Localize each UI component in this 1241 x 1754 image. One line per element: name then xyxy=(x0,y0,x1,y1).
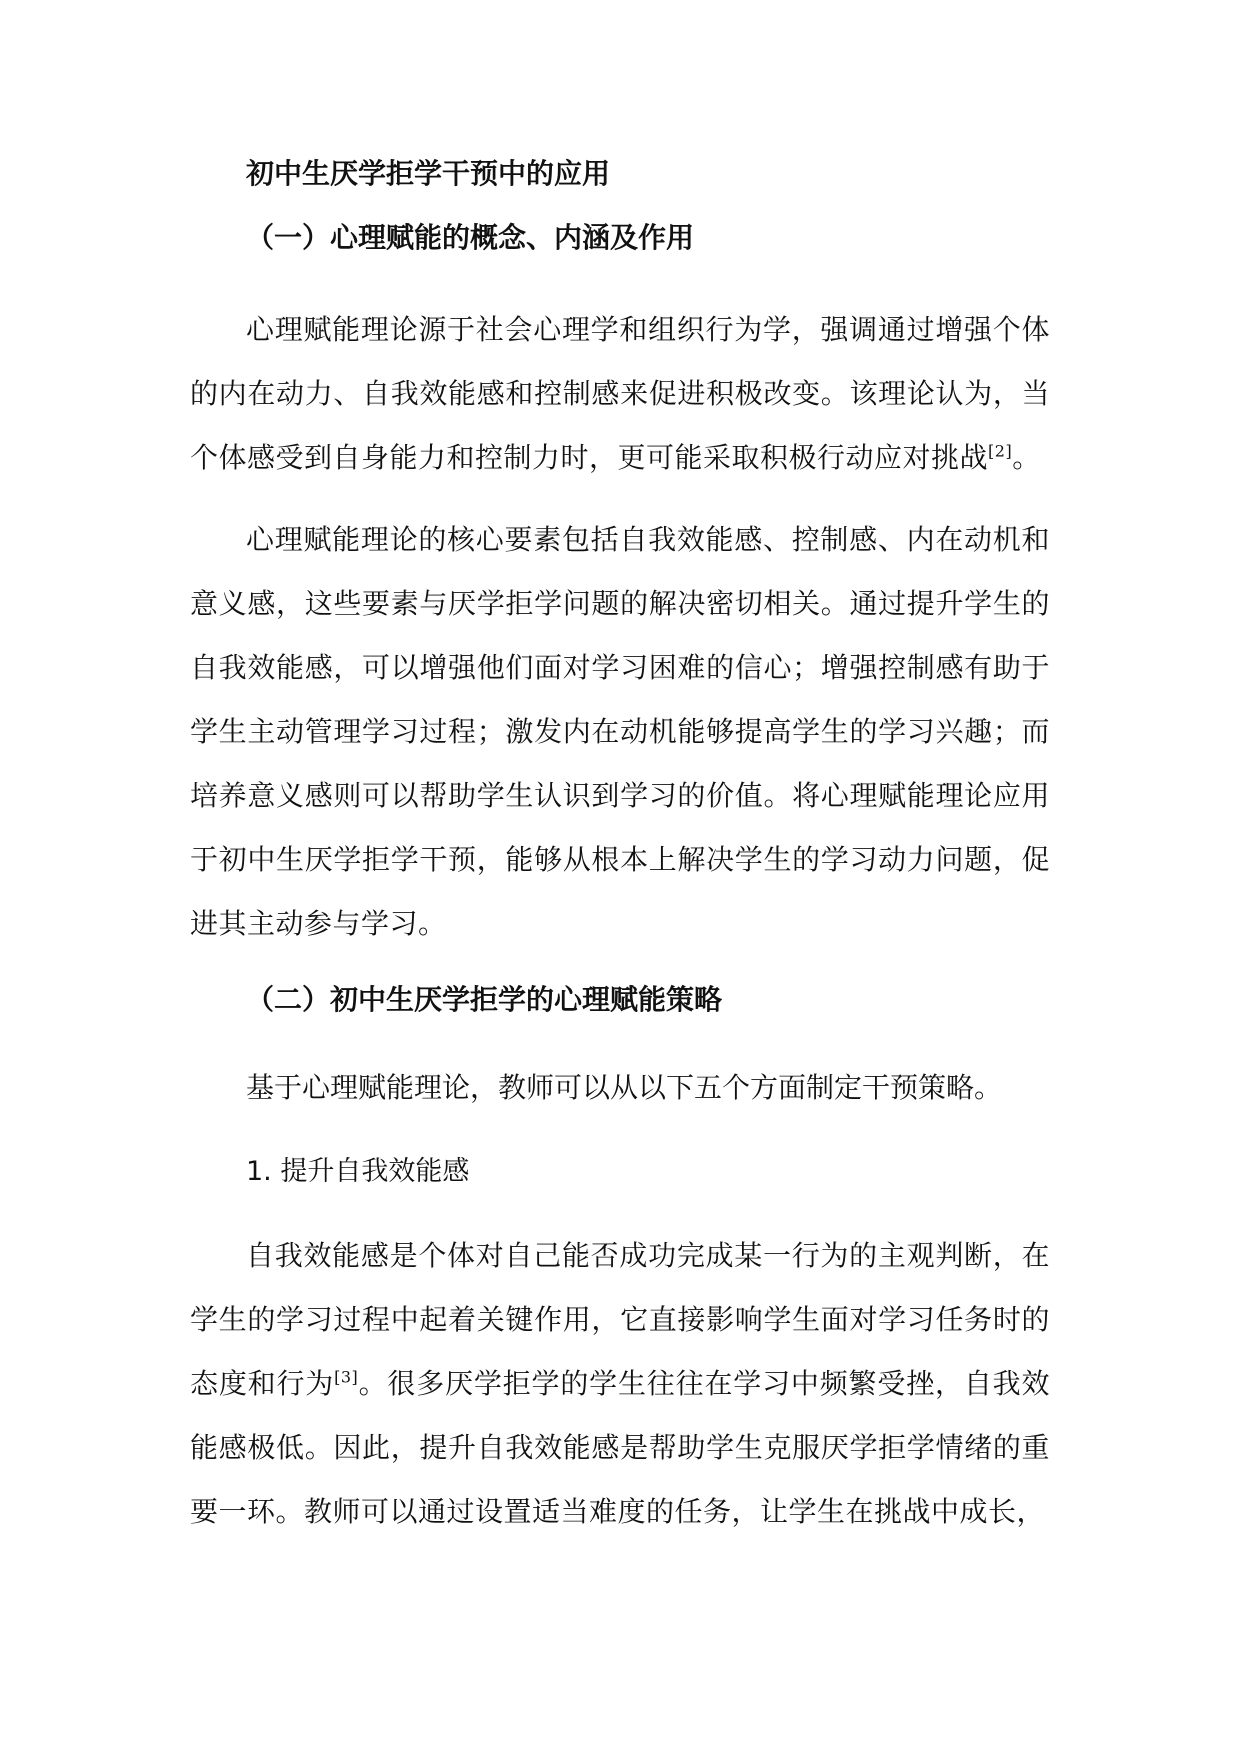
citation-ref: [2] xyxy=(988,441,1013,461)
section-heading-2: （二）初中生厌学拒学的心理赋能策略 xyxy=(246,983,723,1016)
paragraph-end: 。 xyxy=(1012,441,1041,474)
citation-ref: [3] xyxy=(334,1367,359,1387)
paragraph-core-elements: 心理赋能理论的核心要素包括自我效能感、控制感、内在动机和意义感，这些要素与厌学拒学问题的解决密切相关。通过提升学生的自我效能感，可以增强他们面对学习困难的信心；增强控制感有助于学生主动管理学习过程；激发内在动机能够提高学生的学习兴趣；而培养意义感则可以帮助学生认识到学习的价值。将心理赋能理论应用于初中生厌学拒学干预，能够从根本上解决学生的学习动力问题，促进其主动参与学习。 xyxy=(190,523,1050,940)
list-item-heading: 1. 提升自我效能感 xyxy=(246,1156,470,1187)
section-heading-1: （一）心理赋能的概念、内涵及作用 xyxy=(246,221,695,254)
section-title: 初中生厌学拒学干预中的应用 xyxy=(246,157,611,190)
paragraph-text: 心理赋能理论源于社会心理学和组织行为学，强调通过增强个体的内在动力、自我效能感和控制感来促进积极改变。该理论认为，当个体感受到自身能力和控制力时，更可能采取积极行动应对挑战 xyxy=(190,313,1050,474)
paragraph-intro: 基于心理赋能理论，教师可以从以下五个方面制定干预策略。 xyxy=(246,1071,1003,1104)
paragraph-self-efficacy xyxy=(190,1224,1050,1544)
document-body xyxy=(190,150,1050,1562)
paragraph-theory-origin xyxy=(190,298,1050,490)
paragraph-text-continued: 。很多厌学拒学的学生往往在学习中频繁受挫，自我效能感极低。因此，提升自我效能感是帮助学生克服厌学拒学情绪的重要一环。教师可以通过设置适当难度的任务，让学生在挑战中成长， xyxy=(190,1367,1050,1528)
paragraph-text: 自我效能感是个体对自己能否成功完成某一行为的主观判断，在学生的学习过程中起着关键作用，它直接影响学生面对学习任务时的态度和行为 xyxy=(190,1239,1050,1400)
